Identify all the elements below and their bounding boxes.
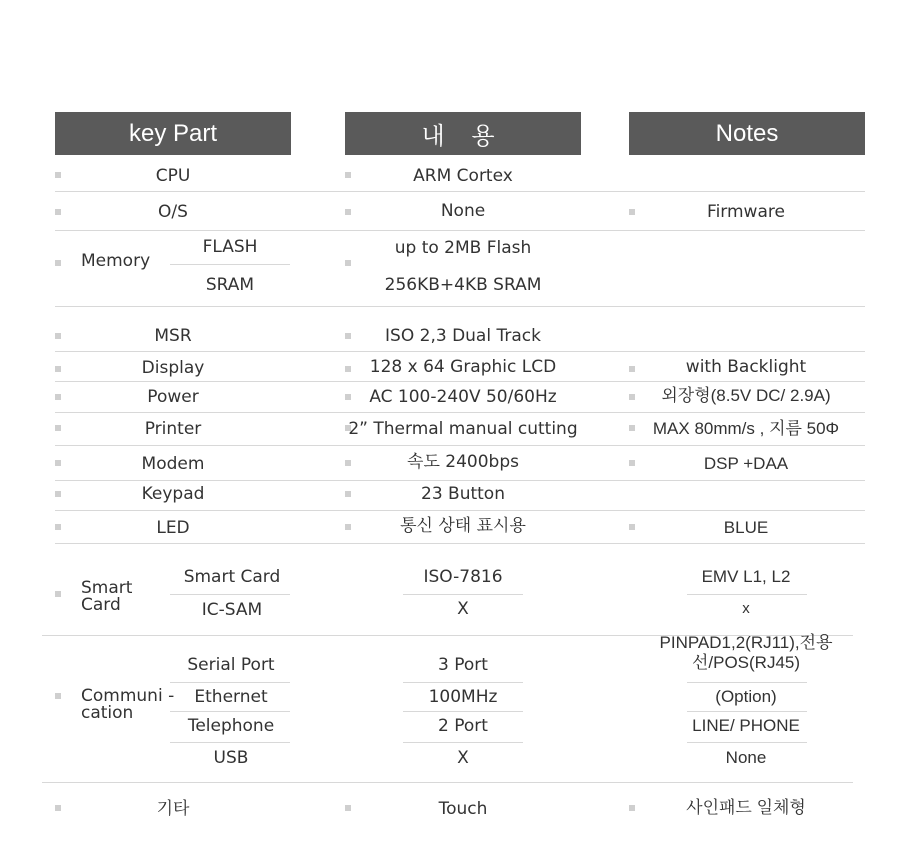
note-led: BLUE bbox=[723, 518, 769, 537]
row-divider bbox=[55, 445, 865, 446]
content-icsam: X bbox=[457, 599, 469, 619]
content-keypad: 23 Button bbox=[421, 484, 505, 504]
bullet-icon bbox=[55, 591, 61, 597]
part-etc: 기타 bbox=[156, 799, 190, 819]
bullet-icon bbox=[55, 366, 61, 372]
note-telephone: LINE/ PHONE bbox=[692, 716, 800, 735]
bullet-icon bbox=[345, 491, 351, 497]
bullet-icon bbox=[55, 491, 61, 497]
bullet-icon bbox=[629, 805, 635, 811]
content-led: 통신 상태 표시용 bbox=[400, 516, 526, 536]
sub-smartcard: Smart Card bbox=[183, 567, 281, 587]
sub-telephone: Telephone bbox=[187, 716, 275, 736]
content-power: AC 100-240V 50/60Hz bbox=[369, 387, 557, 407]
row-divider bbox=[55, 412, 865, 413]
bullet-icon bbox=[345, 524, 351, 530]
sub-divider bbox=[170, 264, 290, 265]
bullet-icon bbox=[345, 172, 351, 178]
note-etc: 사인패드 일체형 bbox=[686, 798, 806, 817]
content-display: 128 x 64 Graphic LCD bbox=[369, 357, 557, 377]
sub-divider bbox=[170, 742, 290, 743]
row-divider bbox=[55, 381, 865, 382]
bullet-icon bbox=[345, 333, 351, 339]
part-cpu: CPU bbox=[155, 166, 191, 186]
bullet-icon bbox=[345, 460, 351, 466]
bullet-icon bbox=[55, 209, 61, 215]
content-printer: 2” Thermal manual cutting bbox=[348, 419, 578, 439]
note-os: Firmware bbox=[707, 202, 785, 222]
bullet-icon bbox=[629, 366, 635, 372]
bullet-icon bbox=[55, 460, 61, 466]
sub-flash: FLASH bbox=[202, 237, 258, 257]
note-serial-line2: 선/POS(RJ45) bbox=[691, 653, 801, 672]
content-modem: 속도 2400bps bbox=[407, 452, 519, 472]
sub-sram: SRAM bbox=[205, 275, 255, 295]
row-divider bbox=[55, 480, 865, 481]
content-sram: 256KB+4KB SRAM bbox=[384, 275, 542, 295]
content-flash: up to 2MB Flash bbox=[394, 238, 532, 258]
part-keypad: Keypad bbox=[141, 484, 205, 504]
bullet-icon bbox=[55, 394, 61, 400]
bullet-icon bbox=[55, 805, 61, 811]
content-cpu: ARM Cortex bbox=[413, 166, 513, 186]
part-power: Power bbox=[147, 387, 199, 407]
bullet-icon bbox=[55, 693, 61, 699]
note-display: with Backlight bbox=[685, 357, 807, 377]
content-telephone: 2 Port bbox=[438, 716, 488, 736]
note-serial-line1: PINPAD1,2(RJ11),전용 bbox=[659, 633, 833, 652]
note-power: 외장형(8.5V DC/ 2.9A) bbox=[661, 386, 831, 405]
part-comm-line1: Communi - bbox=[81, 686, 175, 706]
row-divider bbox=[42, 782, 853, 783]
content-ethernet: 100MHz bbox=[428, 687, 498, 707]
bullet-icon bbox=[629, 209, 635, 215]
content-smartcard: ISO-7816 bbox=[423, 567, 503, 587]
content-os: None bbox=[440, 201, 486, 221]
note-icsam: x bbox=[742, 600, 750, 617]
part-smartcard-line1: Smart bbox=[81, 578, 133, 598]
header-content: 내 용 bbox=[345, 112, 581, 155]
sub-divider bbox=[403, 682, 523, 683]
content-msr: ISO 2,3 Dual Track bbox=[385, 326, 541, 346]
sub-divider bbox=[687, 742, 807, 743]
part-led: LED bbox=[156, 518, 190, 538]
sub-divider bbox=[403, 742, 523, 743]
sub-usb: USB bbox=[213, 748, 249, 768]
row-divider bbox=[55, 306, 865, 307]
content-usb: X bbox=[457, 748, 469, 768]
row-divider bbox=[55, 191, 865, 192]
row-divider bbox=[55, 510, 865, 511]
sub-divider bbox=[687, 711, 807, 712]
row-divider bbox=[55, 230, 865, 231]
note-ethernet: (Option) bbox=[715, 687, 777, 706]
sub-divider bbox=[403, 594, 523, 595]
bullet-icon bbox=[55, 524, 61, 530]
part-printer: Printer bbox=[144, 419, 202, 439]
bullet-icon bbox=[345, 805, 351, 811]
header-notes: Notes bbox=[629, 112, 865, 155]
bullet-icon bbox=[345, 209, 351, 215]
bullet-icon bbox=[55, 172, 61, 178]
part-memory: Memory bbox=[81, 251, 151, 271]
row-divider bbox=[55, 351, 865, 352]
content-etc: Touch bbox=[438, 799, 488, 819]
part-display: Display bbox=[141, 358, 205, 378]
sub-divider bbox=[403, 711, 523, 712]
note-printer: MAX 80mm/s , 지름 50Φ bbox=[652, 419, 840, 438]
bullet-icon bbox=[55, 333, 61, 339]
row-divider bbox=[55, 543, 865, 544]
sub-divider bbox=[170, 594, 290, 595]
content-serial: 3 Port bbox=[438, 655, 488, 675]
sub-divider bbox=[170, 711, 290, 712]
part-os: O/S bbox=[158, 202, 188, 222]
sub-serial: Serial Port bbox=[187, 655, 275, 675]
note-smartcard: EMV L1, L2 bbox=[701, 567, 791, 586]
note-modem: DSP +DAA bbox=[703, 454, 789, 473]
sub-ethernet: Ethernet bbox=[194, 687, 268, 707]
part-smartcard-line2: Card bbox=[81, 595, 121, 615]
bullet-icon bbox=[345, 394, 351, 400]
sub-divider bbox=[687, 682, 807, 683]
bullet-icon bbox=[629, 524, 635, 530]
bullet-icon bbox=[345, 366, 351, 372]
bullet-icon bbox=[629, 460, 635, 466]
sub-divider bbox=[170, 682, 290, 683]
note-usb: None bbox=[725, 748, 767, 767]
bullet-icon bbox=[55, 260, 61, 266]
sub-divider bbox=[687, 594, 807, 595]
part-msr: MSR bbox=[154, 326, 192, 346]
bullet-icon bbox=[629, 394, 635, 400]
bullet-icon bbox=[345, 260, 351, 266]
header-key-part: key Part bbox=[55, 112, 291, 155]
part-modem: Modem bbox=[141, 454, 205, 474]
sub-icsam: IC-SAM bbox=[201, 600, 263, 620]
bullet-icon bbox=[629, 425, 635, 431]
bullet-icon bbox=[55, 425, 61, 431]
part-comm-line2: cation bbox=[81, 703, 134, 723]
